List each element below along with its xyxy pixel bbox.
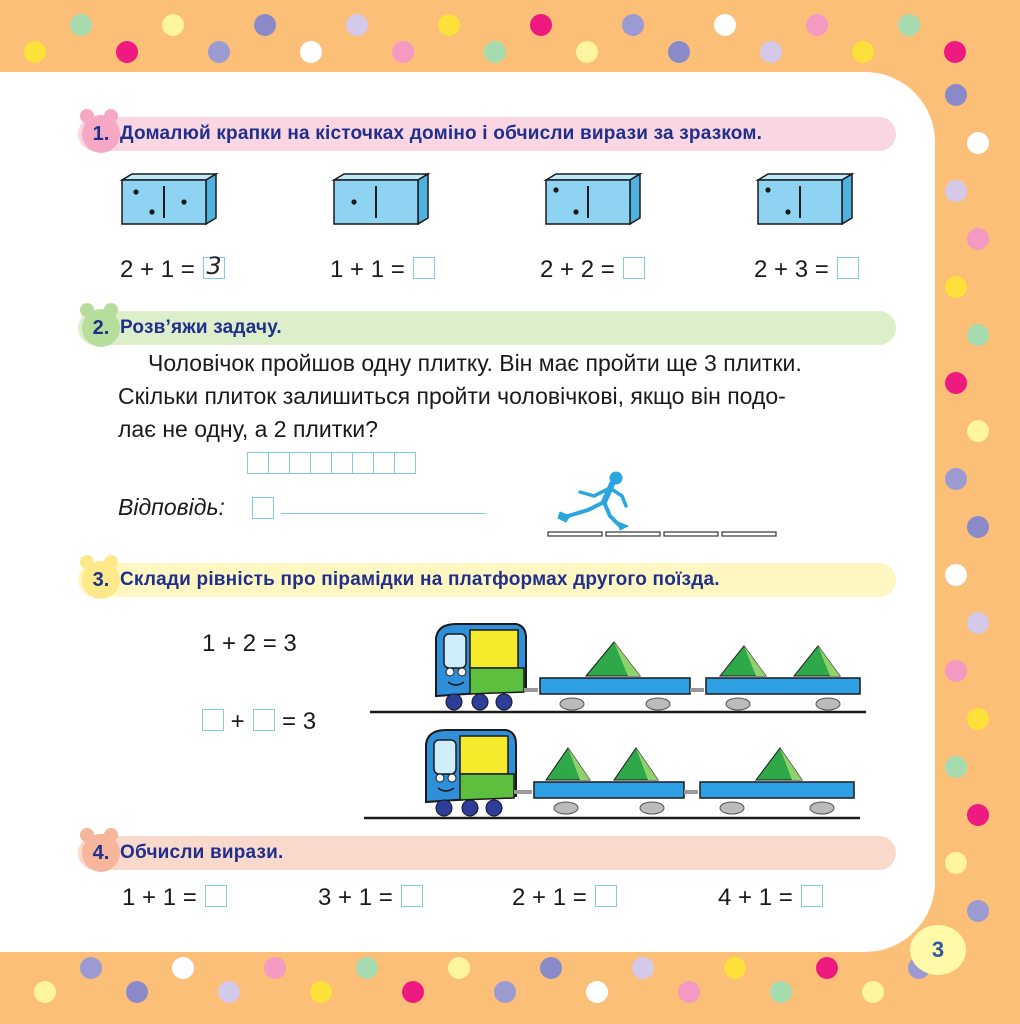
train-2-illustration xyxy=(360,724,865,824)
confetti-dot xyxy=(80,957,102,979)
answer-box[interactable] xyxy=(595,885,617,907)
confetti-dot xyxy=(254,14,276,36)
answer-box[interactable] xyxy=(252,497,274,519)
confetti-dot xyxy=(162,14,184,36)
confetti-dot xyxy=(898,14,920,36)
confetti-dot xyxy=(945,372,967,394)
confetti-dot xyxy=(944,41,966,63)
task4-title: Обчисли вирази. xyxy=(120,842,284,863)
domino-1-icon xyxy=(118,170,228,230)
confetti-dot xyxy=(494,981,516,1003)
domino-2-icon xyxy=(330,170,440,230)
confetti-dot xyxy=(356,957,378,979)
example-equation: 1 + 2 = 3 xyxy=(202,630,297,657)
confetti-dot xyxy=(530,14,552,36)
task2-title: Розв’яжи задачу. xyxy=(120,317,282,338)
confetti-dot xyxy=(438,14,460,36)
confetti-dot xyxy=(967,708,989,730)
domino-4-icon xyxy=(754,170,864,230)
confetti-dot xyxy=(632,957,654,979)
confetti-dot xyxy=(945,180,967,202)
answer-box[interactable]: 3 xyxy=(203,257,225,279)
confetti-dot xyxy=(126,981,148,1003)
answer-label: Відповідь: xyxy=(118,494,225,520)
task4-expression: 2 + 1 = xyxy=(512,884,617,912)
task1-header xyxy=(78,117,896,151)
confetti-dot xyxy=(967,132,989,154)
confetti-dot xyxy=(945,756,967,778)
confetti-dot xyxy=(310,981,332,1003)
train-1-illustration xyxy=(366,618,871,718)
confetti-dot xyxy=(770,981,792,1003)
confetti-dot xyxy=(392,41,414,63)
confetti-dot xyxy=(945,84,967,106)
confetti-dot xyxy=(346,14,368,36)
answer-box[interactable] xyxy=(801,885,823,907)
template-equation: + = 3 xyxy=(200,708,316,736)
answer-line[interactable] xyxy=(281,513,486,514)
answer-box[interactable] xyxy=(253,709,275,731)
task3-header xyxy=(78,563,896,597)
confetti-dot xyxy=(945,564,967,586)
solution-cells[interactable] xyxy=(247,452,415,474)
confetti-dot xyxy=(967,804,989,826)
task3-number: 3. xyxy=(82,561,120,599)
confetti-dot xyxy=(576,41,598,63)
task4-number: 4. xyxy=(82,834,120,872)
answer-box[interactable] xyxy=(623,257,645,279)
task4-expression: 4 + 1 = xyxy=(718,884,823,912)
confetti-dot xyxy=(116,41,138,63)
confetti-dot xyxy=(300,41,322,63)
confetti-dot xyxy=(724,957,746,979)
confetti-dot xyxy=(862,981,884,1003)
answer-box[interactable] xyxy=(413,257,435,279)
answer-box[interactable] xyxy=(837,257,859,279)
confetti-dot xyxy=(714,14,736,36)
confetti-dot xyxy=(540,957,562,979)
walking-man-icon xyxy=(540,466,790,542)
confetti-dot xyxy=(967,516,989,538)
confetti-dot xyxy=(945,660,967,682)
confetti-dot xyxy=(34,981,56,1003)
confetti-dot xyxy=(967,612,989,634)
confetti-dot xyxy=(967,324,989,346)
task1-expression: 2 + 1 = 3 xyxy=(120,256,225,284)
confetti-dot xyxy=(967,900,989,922)
confetti-dot xyxy=(70,14,92,36)
task1-number: 1. xyxy=(82,115,120,153)
confetti-dot xyxy=(852,41,874,63)
task2-problem-line-3: лає не одну, а 2 плитки? xyxy=(118,416,378,442)
confetti-dot xyxy=(172,957,194,979)
confetti-dot xyxy=(945,468,967,490)
confetti-dot xyxy=(678,981,700,1003)
confetti-dot xyxy=(967,420,989,442)
page-number: 3 xyxy=(910,925,966,975)
answer-box[interactable] xyxy=(401,885,423,907)
task3-title: Склади рівність про пірамідки на платформах другого поїзда. xyxy=(120,569,720,590)
answer-box[interactable] xyxy=(205,885,227,907)
confetti-dot xyxy=(402,981,424,1003)
task1-title: Домалюй крапки на кісточках доміно і обчисли вирази за зразком. xyxy=(120,123,763,144)
confetti-dot xyxy=(586,981,608,1003)
confetti-dot xyxy=(668,41,690,63)
task2-header xyxy=(78,311,896,345)
confetti-dot xyxy=(218,981,240,1003)
answer-box[interactable] xyxy=(202,709,224,731)
confetti-dot xyxy=(24,41,46,63)
confetti-dot xyxy=(945,852,967,874)
task2-problem-line-1: Чоловічок пройшов одну плитку. Він має пройти ще 3 плитки. xyxy=(148,350,802,376)
task1-expression: 1 + 1 = xyxy=(330,256,435,284)
confetti-dot xyxy=(484,41,506,63)
task1-expression: 2 + 2 = xyxy=(540,256,645,284)
task1-expression: 2 + 3 = xyxy=(754,256,859,284)
domino-3-icon xyxy=(542,170,652,230)
task4-expression: 1 + 1 = xyxy=(122,884,227,912)
confetti-dot xyxy=(448,957,470,979)
confetti-dot xyxy=(945,276,967,298)
confetti-dot xyxy=(806,14,828,36)
task4-header xyxy=(78,836,896,870)
task2-problem-line-2: Скільки плиток залишиться пройти чоловічкові, якщо він подо- xyxy=(118,383,786,409)
task2-number: 2. xyxy=(82,309,120,347)
confetti-dot xyxy=(208,41,230,63)
task4-expression: 3 + 1 = xyxy=(318,884,423,912)
confetti-dot xyxy=(967,228,989,250)
confetti-dot xyxy=(622,14,644,36)
confetti-dot xyxy=(760,41,782,63)
confetti-dot xyxy=(264,957,286,979)
confetti-dot xyxy=(816,957,838,979)
